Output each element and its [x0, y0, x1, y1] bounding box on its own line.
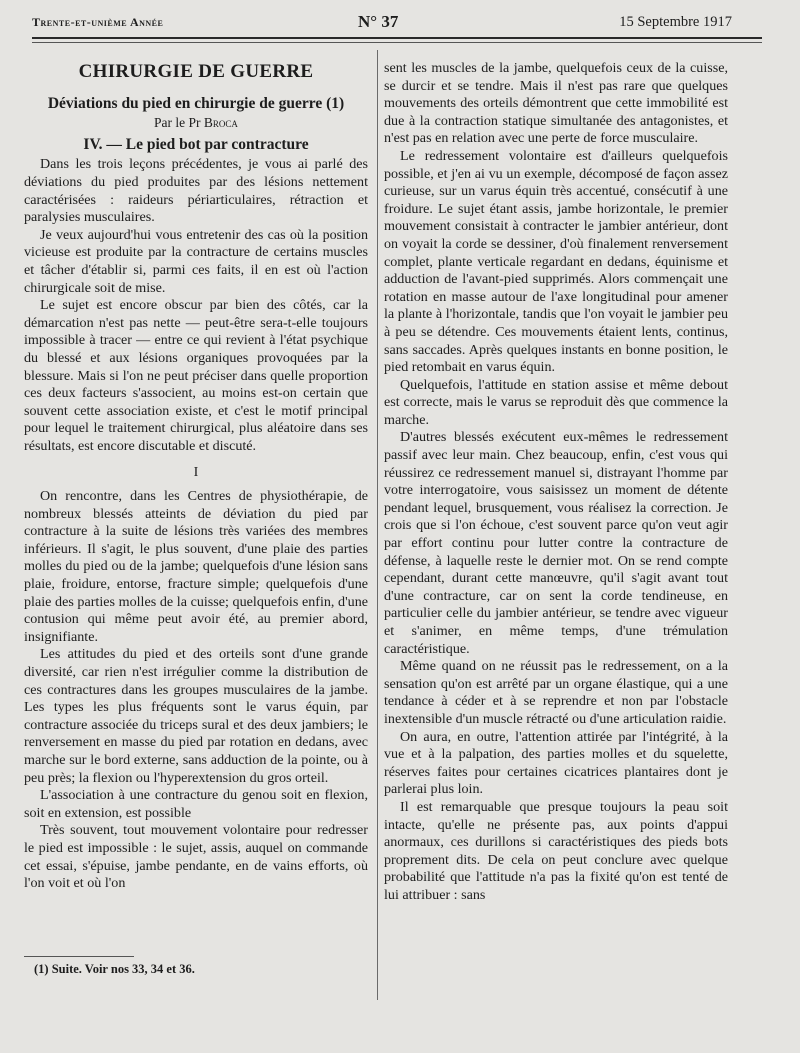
paragraph: L'association à une contracture du genou soit en flexion, soit en extension, est possible	[24, 787, 368, 821]
issue-number: N° 37	[358, 12, 399, 31]
section-numeral: I	[193, 465, 199, 481]
chapter-subtitle: IV. — Le pied bot par contracture	[83, 135, 309, 153]
header-rule	[32, 37, 762, 43]
paragraph: Le redressement volontaire est d'ailleurs quelquefois possible, et j'en ai vu un exemple, décomposé de façon assez curieuse, sur un varus équin très accentué, consécutif à une froidure. Le sujet étant assis, jambe horizontale, le premier mouvement consistait à contracter le jambier antérieur, dont on voyait la corde se dessiner, d'où finalement renversement complet, plante verticale regardant en dedans, équinisme et adduction de l'avant-pied supprimés. Alors commençait une rotation en masse autour de l'axe longitudinal pour amener la plante à l'horizontale, tandis que l'on voyait le jambier peu à peu se détendre. Ces mouvements étaient lents, continus, sans saccades. Après quelques instants en bonne position, le pied retombait en varus équin.	[384, 147, 728, 376]
right-column	[384, 60, 728, 905]
column-separator	[377, 50, 378, 1000]
paragraph: Même quand on ne réussit pas le redressement, on a la sensation qu'on est arrêté par un organe élastique, qui a une tendance à céder et à se reprendre et non par l'obstacle inextensible d'un muscle rétracté ou d'une articulation raidie.	[384, 658, 728, 727]
left-column	[24, 54, 368, 893]
paragraph: Dans les trois leçons précédentes, je vous ai parlé des déviations du pied produites par des lésions nettement caractérisées : raideurs périarticulaires, rétraction et paralysies musculaires.	[24, 156, 368, 226]
section-title: CHIRURGIE DE GUERRE	[78, 61, 314, 82]
volume-label: Trente-et-unième Année	[32, 15, 164, 29]
paragraph: Quelquefois, l'attitude en station assise et même debout est correcte, mais le varus se reproduit dès que commence la marche.	[384, 376, 728, 428]
author-name: Broca	[203, 115, 238, 131]
byline	[24, 114, 368, 132]
paragraph: Il est remarquable que presque toujours la peau soit intacte, qu'elle ne présente pas, aux points d'appui anormaux, ces durillons si caractéristiques des pieds bots proprement dits. De cela on peut conclure avec quelque probabilité que l'attitude n'a pas la fixité qu'on est tenté de lui attribuer : sans	[384, 798, 728, 903]
footnote: (1) Suite. Voir nos 33, 34 et 36.	[34, 962, 195, 976]
paragraph: Très souvent, tout mouvement volontaire pour redresser le pied est impossible : le sujet, assis, auquel on commande cet essai, s'épuise, jambe pendante, en de vains efforts, où l'on voit et où l'on	[24, 822, 368, 892]
paragraph: On aura, en outre, l'attention attirée par l'intégrité, à la vue et à la palpation, des parties molles et du squelette, réserves faites pour certaines cicatrices plantaires dont je parlerai plus loin.	[384, 728, 728, 798]
paragraph: Le sujet est encore obscur par bien des côtés, car la démarcation n'est pas nette — peut-être sera-t-elle toujours impossible à tracer — entre ce qui revient à l'état psychique du blessé et aux lésions organiques provoquées par la blessure. Mais si l'on ne peut préciser dans quelle proportion ces deux facteurs s'associent, au moins est-on certain que souvent cette association existe, et c'est le motif principal pour lequel le traitement chirurgical, plus aléatoire dans ses résultats, est encore discutable et discuté.	[24, 297, 368, 454]
issue-date: 15 Septembre 1917	[619, 14, 732, 30]
byline-prefix: Par le Pr	[154, 115, 201, 131]
paragraph: Les attitudes du pied et des orteils sont d'une grande diversité, car rien n'est irrégulier comme la distribution de ces contractures dans les groupes musculaires de la jambe. Les types les plus fréquents sont le varus équin, par contracture associée du triceps sural et des deux jambiers; le renversement en masse du pied par rotation en dedans, avec marche sur le bord externe, sans adduction de la pointe, ou à peu près; la flexion ou l'hyperextension du gros orteil.	[24, 646, 368, 786]
paragraph: Je veux aujourd'hui vous entretenir des cas où la position vicieuse est produite par la contracture de certains muscles et tâcher d'établir si, parmi ces faits, il en est où l'action chirurgicale soit de mise.	[24, 226, 368, 296]
article-title: Déviations du pied en chirurgie de guerre (1)	[47, 94, 345, 112]
paragraph: D'autres blessés exécutent eux-mêmes le redressement passif avec leur main. Chez beaucoup, enfin, c'est vous qui réussirez ce redressement manuel si, distrayant l'homme par votre interrogatoire, vous saisissez un moment de détente pendant lequel, brusquement, vous réalisez la correction. Je crois que si l'on échoue, c'est souvent parce qu'on veut agir par effort continu pour lutter contre la contracture de défense, à laquelle reste le dernier mot. On se rend compte cependant, durant cette manœuvre, qu'il s'agit avant tout d'une contracture, car on sent la corde tendineuse, en particulier celle du jambier antérieur, se tendre avec vigueur et s'animer, en même temps, d'une trémulation caractéristique.	[384, 429, 728, 657]
paragraph: On rencontre, dans les Centres de physiothérapie, de nombreux blessés atteints de déviation du pied par contracture à la suite de lésions très variées des membres inférieurs. Il s'agit, le plus souvent, d'une plaie des parties molles du pied ou de la jambe; quelquefois d'une lésion sans plaie, froidure, entorse, fracture simple; quelquefois d'une plaie des parties molles de la cuisse; quelquefois enfin, d'une contusion qui même peut avoir été, au premier abord, insignifiante.	[24, 488, 368, 645]
footnote-rule	[24, 956, 134, 957]
running-header	[32, 12, 732, 34]
paragraph: sent les muscles de la jambe, quelquefois ceux de la cuisse, se durcir et se tendre. Mais il n'est pas rare que quelques mouvements des orteils démontrent que cette immobilité est due à la contraction statique simultanée des antagonistes, et n'est pas en relation avec une perte de force musculaire.	[384, 60, 728, 147]
